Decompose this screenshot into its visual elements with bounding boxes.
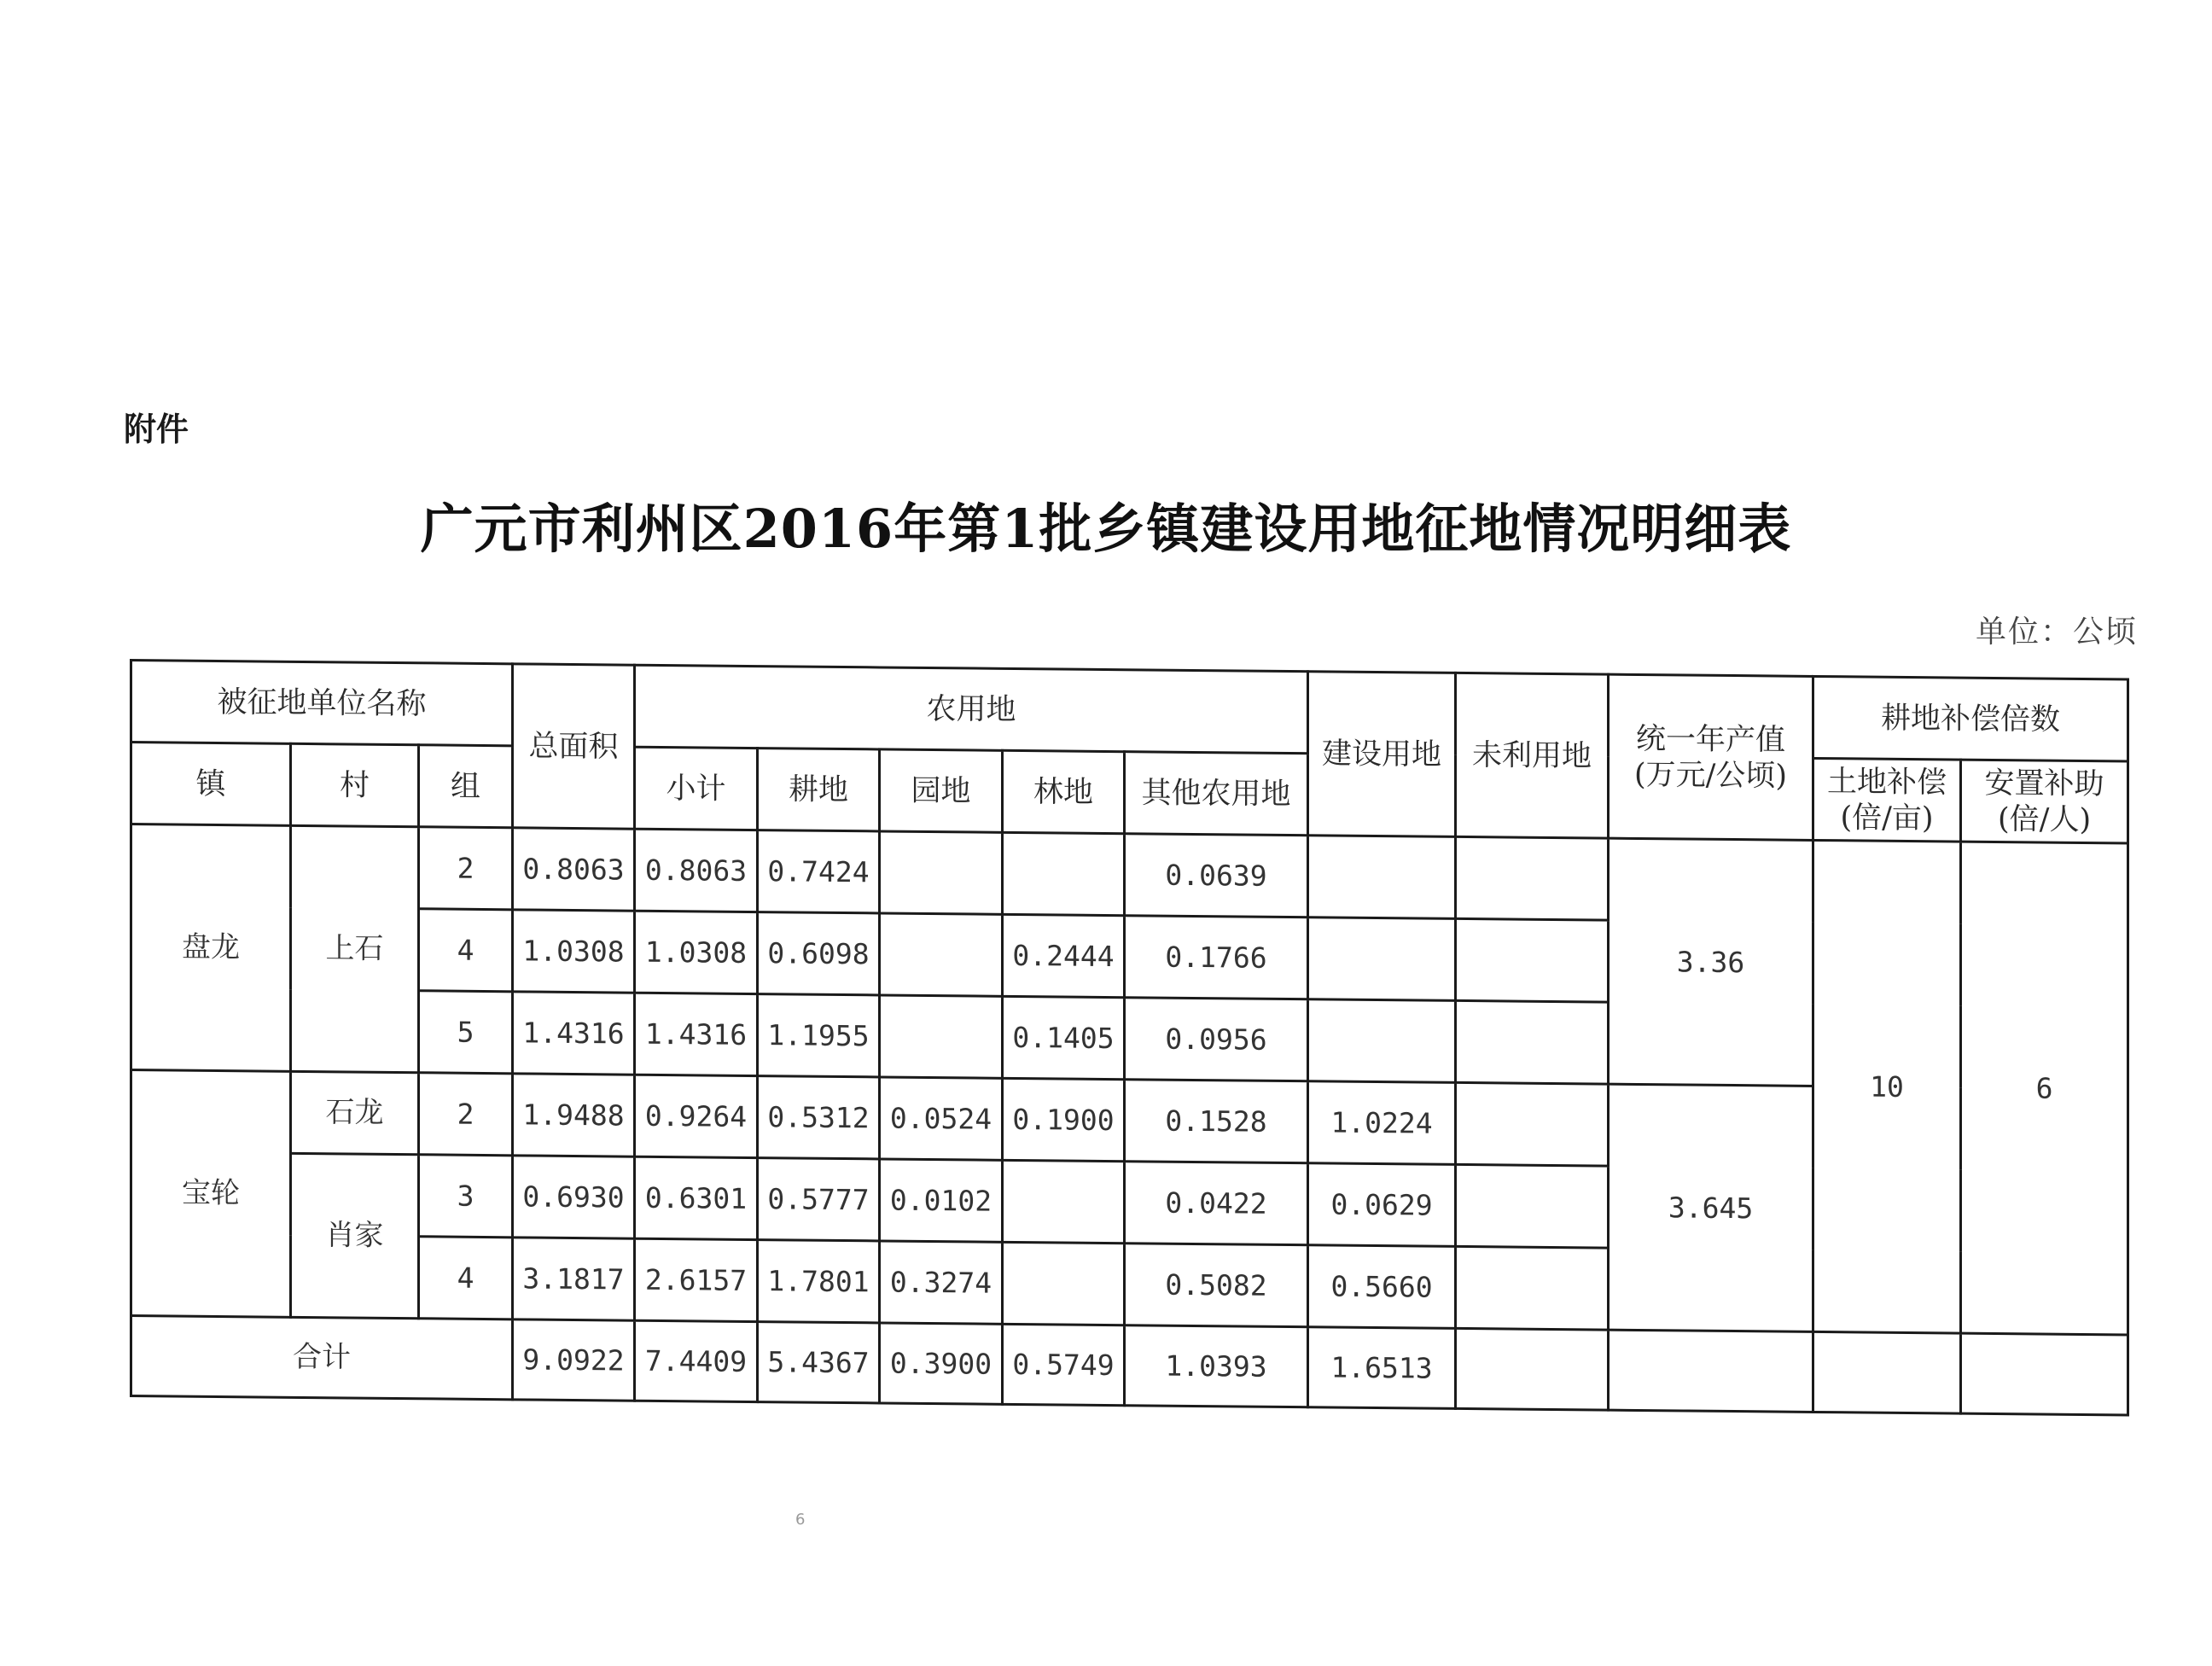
cultivated-sum: 5.4367: [758, 1322, 880, 1403]
header-output-value-line2: (万元/公顷): [1633, 757, 1788, 794]
header-cultivated: 耕地: [758, 749, 880, 831]
construction-cell: 1.0224: [1308, 1081, 1456, 1165]
group-cell: 4: [419, 1237, 513, 1319]
resettle-sum: [1961, 1333, 2128, 1415]
construction-cell: 0.5660: [1308, 1245, 1456, 1329]
header-land-compensation: [1813, 758, 1961, 842]
other-agri-cell: 0.0956: [1125, 998, 1308, 1081]
unused-cell: [1456, 918, 1609, 1002]
village-cell-shilong: 石龙: [291, 1071, 419, 1154]
village-cell-xiaojia: 肖家: [291, 1153, 419, 1318]
total-area-cell: 0.8063: [513, 828, 635, 911]
group-cell: 2: [419, 827, 513, 910]
output-value-baolun: 3.645: [1609, 1084, 1813, 1331]
header-output-value-line1: 统一年产值: [1636, 721, 1786, 758]
subtotal-cell: 1.0308: [635, 911, 758, 993]
unused-cell: [1456, 1000, 1609, 1084]
header-resettle-line1: 安置补助: [1984, 766, 2104, 801]
total-area-cell: 1.0308: [513, 910, 635, 993]
group-cell: 5: [419, 991, 513, 1074]
other-agri-cell: 0.1528: [1125, 1080, 1308, 1163]
group-cell: 3: [419, 1155, 513, 1238]
page-title: 广元市利州区2016年第1批乡镇建设用地征地情况明细表: [420, 498, 1792, 560]
forest-sum: 0.5749: [1003, 1324, 1125, 1405]
garden-cell: [880, 913, 1003, 996]
group-cell: 4: [419, 909, 513, 992]
total-area-cell: 3.1817: [513, 1238, 635, 1320]
cultivated-cell: 0.5777: [758, 1158, 880, 1241]
unused-cell: [1456, 1082, 1609, 1166]
header-land-comp-line2: (倍/亩): [1840, 800, 1934, 836]
other-agri-sum: 1.0393: [1125, 1325, 1308, 1407]
cultivated-cell: 0.5312: [758, 1076, 880, 1159]
header-subtotal: 小计: [635, 747, 758, 830]
cultivated-cell: 0.7424: [758, 830, 880, 913]
other-agri-cell: 0.1766: [1125, 916, 1308, 999]
header-agri-land: 农用地: [635, 665, 1308, 754]
header-unused-land: 未利用地: [1456, 673, 1609, 838]
header-construction-land: 建设用地: [1308, 672, 1456, 837]
header-town: 镇: [131, 743, 291, 826]
village-cell-shangshi: 上石: [291, 825, 419, 1072]
output-value-panlong: 3.36: [1609, 838, 1813, 1086]
header-garden: 园地: [880, 749, 1003, 832]
header-total-area: 总面积: [513, 664, 635, 829]
construction-cell: [1308, 836, 1456, 919]
output-value-sum: [1609, 1330, 1813, 1412]
garden-sum: 0.3900: [880, 1323, 1003, 1404]
total-area-cell: 1.4316: [513, 992, 635, 1075]
unused-sum: [1456, 1328, 1609, 1410]
cultivated-cell: 1.7801: [758, 1240, 880, 1323]
group-cell: 2: [419, 1073, 513, 1156]
cultivated-cell: 1.1955: [758, 994, 880, 1077]
subtotal-cell: 0.8063: [635, 829, 758, 912]
total-area-cell: 1.9488: [513, 1074, 635, 1156]
forest-cell: 0.1405: [1003, 996, 1125, 1079]
town-cell-panlong: 盘龙: [131, 824, 291, 1072]
garden-cell: 0.3274: [880, 1241, 1003, 1324]
land-acquisition-table: [130, 659, 2129, 1416]
header-output-value: [1609, 674, 1813, 840]
unused-cell: [1456, 1164, 1609, 1248]
total-area-cell: 0.6930: [513, 1156, 635, 1238]
header-unit-name: 被征地单位名称: [131, 661, 513, 746]
resettlement-value: 6: [1961, 842, 2128, 1335]
header-compensation: 耕地补偿倍数: [1813, 676, 2128, 761]
subtotal-cell: 0.6301: [635, 1156, 758, 1239]
header-resettle-line2: (倍/人): [1998, 801, 2092, 837]
forest-cell: 0.1900: [1003, 1078, 1125, 1161]
town-cell-baolun: 宝轮: [131, 1070, 291, 1318]
page-mark: 6: [795, 1511, 806, 1529]
subtotal-cell: 2.6157: [635, 1238, 758, 1321]
subtotal-cell: 0.9264: [635, 1075, 758, 1157]
forest-cell: [1003, 1160, 1125, 1243]
cultivated-cell: 0.6098: [758, 912, 880, 995]
construction-cell: [1308, 999, 1456, 1083]
total-area-sum: 9.0922: [513, 1319, 635, 1401]
garden-cell: [880, 831, 1003, 914]
construction-cell: 0.0629: [1308, 1163, 1456, 1247]
garden-cell: 0.0524: [880, 1077, 1003, 1160]
header-group: 组: [419, 745, 513, 828]
forest-cell: 0.2444: [1003, 914, 1125, 997]
header-land-comp-line1: 土地补偿: [1827, 764, 1947, 800]
header-other-agri: 其他农用地: [1125, 752, 1308, 836]
header-forest: 林地: [1003, 750, 1125, 833]
land-comp-sum: [1813, 1331, 1961, 1413]
garden-cell: 0.0102: [880, 1159, 1003, 1242]
construction-cell: [1308, 917, 1456, 1001]
other-agri-cell: 0.5082: [1125, 1244, 1308, 1327]
unused-cell: [1456, 1246, 1609, 1330]
other-agri-cell: 0.0639: [1125, 834, 1308, 917]
subtotal-sum: 7.4409: [635, 1320, 758, 1401]
forest-cell: [1003, 832, 1125, 915]
header-village: 村: [291, 743, 419, 826]
attachment-label: 附件: [124, 411, 189, 448]
other-agri-cell: 0.0422: [1125, 1162, 1308, 1245]
unit-label: 单位：公顷: [1975, 615, 2138, 650]
construction-sum: 1.6513: [1308, 1327, 1456, 1409]
garden-cell: [880, 995, 1003, 1078]
forest-cell: [1003, 1242, 1125, 1325]
land-compensation-value: 10: [1813, 840, 1961, 1333]
subtotal-cell: 1.4316: [635, 993, 758, 1075]
total-label: 合计: [131, 1316, 513, 1400]
header-resettlement: [1961, 760, 2128, 843]
unused-cell: [1456, 836, 1609, 920]
